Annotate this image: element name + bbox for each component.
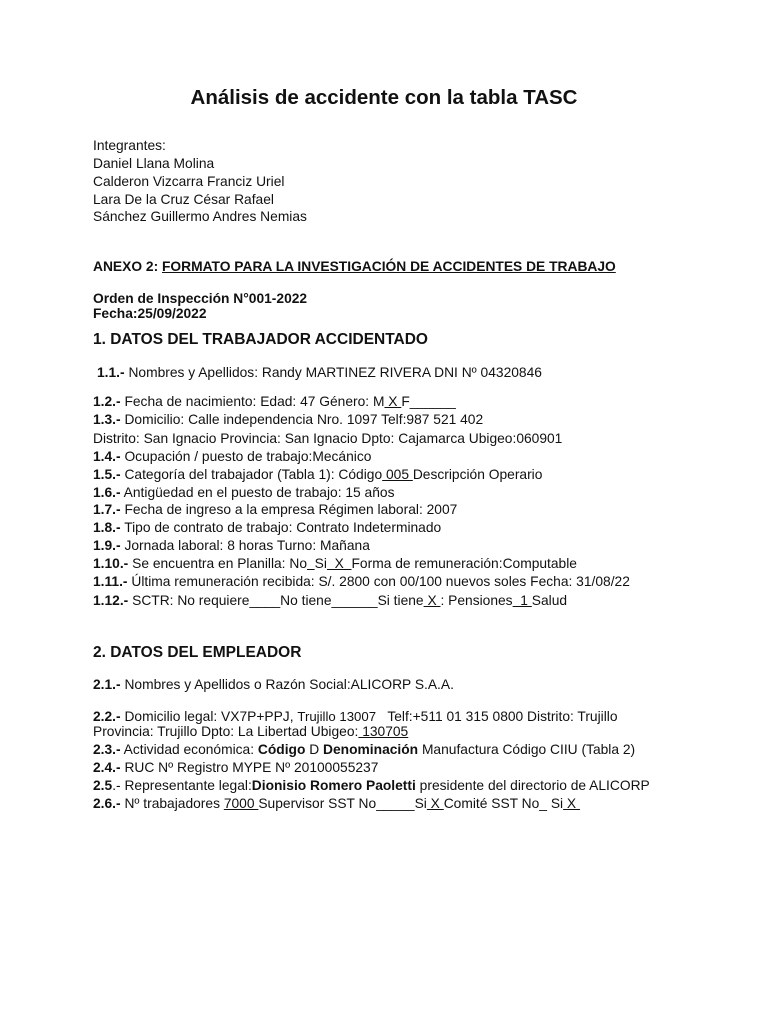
field-text: : Pensiones [440,593,513,608]
field-value: 7000 [223,796,259,811]
field-1-2 [93,393,456,410]
field-value [307,556,315,571]
field-1-6 [93,484,394,501]
field-text: D [305,742,324,757]
field-label: 1.1.- [97,365,125,380]
field-1-7 [93,501,457,518]
fecha-inspeccion: Fecha:25/09/2022 [93,306,207,321]
field-text: Provincia: Trujillo Dpto: La Libertad Ubigeo: [93,724,359,739]
field-1-12 [93,592,567,609]
field-1-9 [93,537,370,554]
field-text: Antigüedad en el puesto de trabajo: 15 años [120,485,395,500]
field-2-5 [93,777,650,794]
field-2-1 [93,676,454,693]
field-text: Fecha de nacimiento: Edad: 47 Género: M [120,394,385,409]
field-1-8 [93,519,441,536]
field-text: Forma de remuneración:Computable [351,556,577,571]
field-value: 130705 [358,724,409,739]
field-text: Si [314,556,327,571]
field-label: 1.7.- [93,502,121,517]
field-text: Última remuneración recibida: S/. 2800 con 00/100 nuevos soles Fecha: 31/08/22 [127,574,630,589]
field-text: Domicilio legal: VX7P+PPJ, [120,709,298,724]
field-text: Domicilio: Calle independencia Nro. 1097 Telf:987 521 402 [120,412,484,427]
field-text: SCTR: No requiere [128,593,250,608]
field-text: Telf:+511 01 315 0800 Distrito: Trujillo [376,709,618,724]
document-title: Análisis de accidente con la tabla TASC [190,86,578,109]
field-value: X [384,394,402,409]
field-2-2-continued [93,723,408,740]
field-text: Código [257,742,306,757]
field-label: 2.1.- [93,677,121,692]
field-text: Salud [531,593,568,608]
field-text: Fecha de ingreso a la empresa Régimen laboral: 2007 [120,502,458,517]
field-label: 1.12.- [93,593,129,608]
field-1-4 [93,448,371,465]
field-text: Tipo de contrato de trabajo: Contrato Indeterminado [120,520,442,535]
field-text: F [401,394,410,409]
field-text: Supervisor SST No [258,796,377,811]
field-text: Dionisio Romero Paoletti [251,778,416,793]
field-value: ______ [331,593,378,608]
field-value: 1 [512,593,532,608]
field-label: 1.4.- [93,449,121,464]
field-label: 2.2.- [93,709,121,724]
field-text: Se encuentra en Planilla: No [128,556,307,571]
field-label: 1.6.- [93,485,121,500]
field-text: .- Representante legal: [112,778,252,793]
field-label: 1.2.- [93,394,121,409]
anexo-heading [93,258,616,275]
field-label: 2.5 [93,778,113,793]
field-value: X [423,593,441,608]
field-text: Si [414,796,427,811]
field-text: Actividad económica: [120,742,258,757]
field-text: No tiene [280,593,332,608]
anexo-prefix: ANEXO 2: [93,259,162,274]
section2-heading: 2. DATOS DEL EMPLEADOR [93,644,302,661]
field-text: Jornada laboral: 8 horas Turno: Mañana [120,538,370,553]
field-text: Denominación [323,742,419,757]
field-text: Trujillo 13007 [297,709,377,724]
field-text: Nombres y Apellidos: Randy MARTINEZ RIVERA DNI Nº 04320846 [124,365,542,380]
field-text: Descripción Operario [412,467,543,482]
field-distrito: Distrito: San Ignacio Provincia: San Ignacio Dpto: Cajamarca Ubigeo:060901 [93,431,563,446]
field-text: Si tiene [377,593,424,608]
integrantes-label: Integrantes: [93,138,166,153]
field-text: Manufactura Código CIIU (Tabla 2) [418,742,636,757]
orden-inspeccion: Orden de Inspección N°001-2022 [93,291,308,306]
field-1-10 [93,555,577,572]
field-text: RUC Nº Registro MYPE Nº 20100055237 [120,760,379,775]
field-value: X [426,796,444,811]
field-value: _____ [376,796,415,811]
field-text: Nombres y Apellidos o Razón Social:ALICORP S.A.A. [120,677,454,692]
field-1-11 [93,573,630,590]
field-label: 2.6.- [93,796,121,811]
field-2-4 [93,759,378,776]
field-text: Ocupación / puesto de trabajo:Mecánico [120,449,372,464]
member-name: Calderon Vizcarra Franciz Uriel [93,174,285,189]
member-name: Lara De la Cruz César Rafael [93,192,274,207]
member-name: Sánchez Guillermo Andres Nemias [93,209,307,224]
field-label: 1.9.- [93,538,121,553]
field-1-1 [97,364,542,381]
field-label: 1.10.- [93,556,129,571]
field-text: Nº trabajadores [120,796,224,811]
field-2-6 [93,795,580,812]
field-label: 1.3.- [93,412,121,427]
field-label: 1.8.- [93,520,121,535]
field-label: 1.5.- [93,467,121,482]
field-text: Categoría del trabajador (Tabla 1): Código [120,467,383,482]
field-2-3 [93,741,635,758]
anexo-title: FORMATO PARA LA INVESTIGACIÓN DE ACCIDENTES DE TRABAJO [162,259,616,274]
field-value: X [326,556,352,571]
section1-heading: 1. DATOS DEL TRABAJADOR ACCIDENTADO [93,331,428,348]
field-label: 1.11.- [93,574,128,589]
field-label: 2.3.- [93,742,121,757]
field-value: ______ [409,394,456,409]
field-text: Comité SST No_ Si [443,796,564,811]
field-1-3 [93,411,483,428]
field-label: 2.4.- [93,760,121,775]
field-value: X [563,796,580,811]
field-text: presidente del directorio de ALICORP [415,778,650,793]
field-value: 005 [382,467,413,482]
member-name: Daniel Llana Molina [93,156,215,171]
field-value: ____ [249,593,281,608]
field-1-5 [93,466,542,483]
